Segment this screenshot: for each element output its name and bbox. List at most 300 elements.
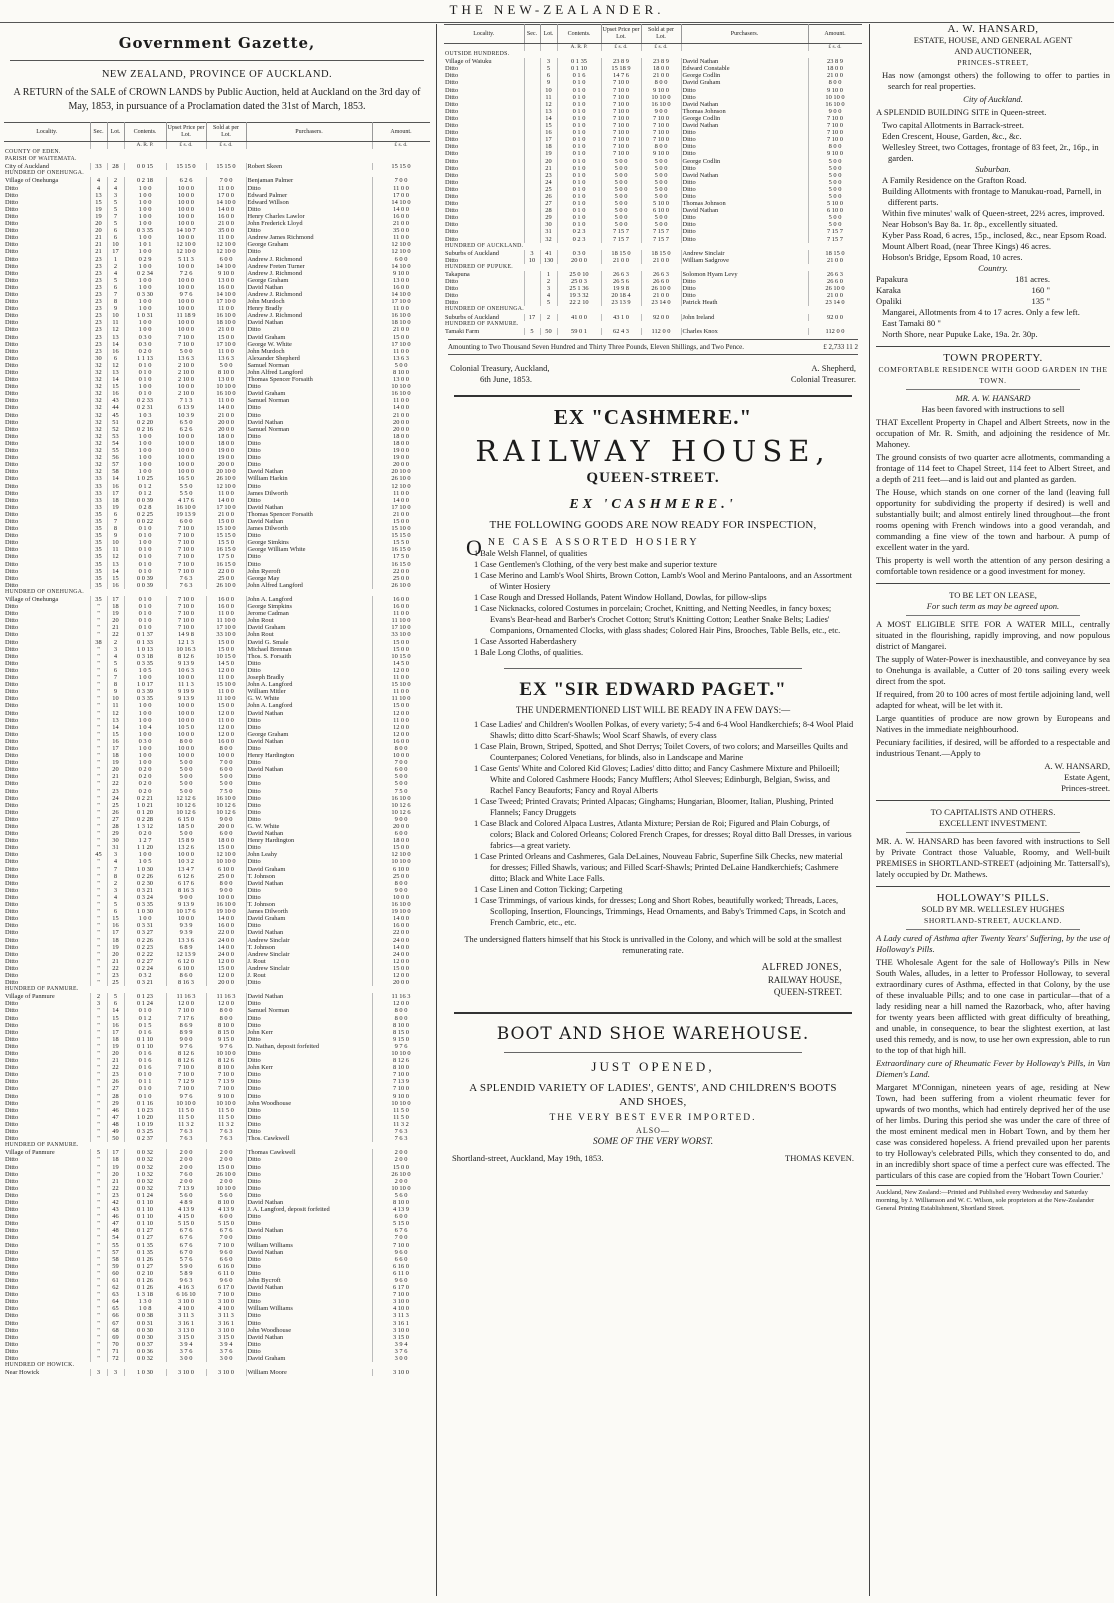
table-row bbox=[4, 1199, 430, 1206]
table-cell: Edward Constable bbox=[681, 65, 808, 72]
table-row bbox=[444, 115, 862, 122]
table-cell: 13 6 3 bbox=[206, 355, 246, 362]
table-cell: 16 10 0 bbox=[166, 504, 206, 511]
table-cell: 0 1 0 bbox=[124, 532, 166, 539]
table-cell: Ditto bbox=[246, 745, 372, 752]
table-row bbox=[4, 972, 430, 979]
table-cell: 21 bbox=[90, 234, 107, 241]
table-cell: 21 0 0 bbox=[808, 257, 862, 264]
table-cell: 0 1 26 bbox=[124, 1277, 166, 1284]
table-cell: Ditto bbox=[246, 844, 372, 851]
table-cell: 10 0 0 bbox=[166, 433, 206, 440]
table-cell: 5 9 0 bbox=[166, 1263, 206, 1270]
table-cell: 0 1 0 bbox=[124, 561, 166, 568]
table-cell: 16 0 0 bbox=[206, 213, 246, 220]
table-cell: 2 10 0 bbox=[166, 390, 206, 397]
table-cell: Benjaman Palmer bbox=[246, 177, 372, 184]
table-cell: Ditto bbox=[4, 1085, 90, 1092]
table-cell: 7 10 0 bbox=[601, 115, 641, 122]
table-cell: 2 bbox=[107, 177, 124, 184]
table-cell: " bbox=[90, 1171, 107, 1178]
table-cell: 14 5 0 bbox=[206, 660, 246, 667]
table-cell: 3 10 0 bbox=[206, 1298, 246, 1305]
table-cell: 10 15 0 bbox=[206, 653, 246, 660]
table-row bbox=[4, 185, 430, 192]
column-header: Locality. bbox=[4, 123, 90, 142]
table-cell: 10 0 0 bbox=[166, 717, 206, 724]
table-cell: 3 16 1 bbox=[372, 1320, 430, 1327]
table-cell: 0 3 21 bbox=[124, 887, 166, 894]
table-cell: Jerome Cadman bbox=[246, 610, 372, 617]
table-row bbox=[4, 702, 430, 709]
table-cell: Ditto bbox=[444, 87, 524, 94]
table-cell: 10 12 6 bbox=[166, 802, 206, 809]
table-cell: " bbox=[90, 788, 107, 795]
table-row bbox=[4, 802, 430, 809]
hansard-street: PRINCES-STREET, bbox=[957, 58, 1029, 67]
table-row bbox=[4, 1149, 430, 1156]
table-cell: 12 10 0 bbox=[372, 248, 430, 255]
table-cell: Ditto bbox=[444, 136, 524, 143]
table-cell: Andrew J. Richmond bbox=[246, 270, 372, 277]
table-cell: 11 0 0 bbox=[372, 397, 430, 404]
table-cell: 5 5 0 bbox=[166, 490, 206, 497]
table-row bbox=[444, 271, 862, 278]
table-cell: 7 6 3 bbox=[166, 582, 206, 589]
units-cell: A. R. P. bbox=[557, 44, 601, 52]
table-cell: 12 0 0 bbox=[372, 724, 430, 731]
table-cell: 68 bbox=[107, 1327, 124, 1334]
total-amount: £ 2,733 11 2 bbox=[823, 342, 858, 351]
table-cell: 1 0 0 bbox=[124, 199, 166, 206]
table-cell: 0 3 2 bbox=[124, 972, 166, 979]
table-cell: John A. Langford bbox=[246, 681, 372, 688]
also-label: ALSO— bbox=[636, 1125, 670, 1135]
units-row bbox=[444, 44, 862, 52]
table-cell: 112 0 0 bbox=[808, 328, 862, 335]
table-cell: John A. Langford bbox=[246, 702, 372, 709]
table-cell: 7 10 0 bbox=[601, 122, 641, 129]
table-cell: 21 0 0 bbox=[372, 326, 430, 333]
table-cell: 25 0 0 bbox=[206, 873, 246, 880]
table-cell: Ditto bbox=[4, 1185, 90, 1192]
units-cell bbox=[524, 44, 540, 52]
table-cell: 0 0 39 bbox=[124, 582, 166, 589]
table-cell: Ditto bbox=[681, 221, 808, 228]
table-cell: 5 7 6 bbox=[166, 1256, 206, 1263]
property-item: Near Hobson's Bay 8a. 1r. 8p., excellently situated. bbox=[882, 219, 1058, 229]
table-cell: Ditto bbox=[4, 1064, 90, 1071]
capitalists-heading: TO CAPITALISTS AND OTHERS. bbox=[930, 807, 1056, 817]
table-cell: 1 0 0 bbox=[124, 192, 166, 199]
table-cell: 15 5 0 bbox=[206, 539, 246, 546]
table-cell: " bbox=[90, 844, 107, 851]
table-cell: 65 bbox=[107, 1305, 124, 1312]
table-row bbox=[4, 220, 430, 227]
table-cell: 0 2 3 bbox=[557, 236, 601, 243]
table-cell: David Graham bbox=[681, 79, 808, 86]
table-cell: Ditto bbox=[4, 270, 90, 277]
table-cell: 26 10 0 bbox=[641, 285, 681, 292]
table-cell: 5 0 0 bbox=[601, 193, 641, 200]
table-cell: 11 0 0 bbox=[206, 610, 246, 617]
table-cell: Ditto bbox=[4, 653, 90, 660]
table-cell: 11 18 9 bbox=[166, 312, 206, 319]
table-row bbox=[4, 1107, 430, 1114]
table-cell: 1 0 0 bbox=[124, 234, 166, 241]
table-cell: " bbox=[90, 731, 107, 738]
table-cell: 0 2 30 bbox=[124, 880, 166, 887]
table-cell: 7 0 0 bbox=[372, 759, 430, 766]
table-row bbox=[4, 291, 430, 298]
table-cell: 16 bbox=[107, 582, 124, 589]
country-line bbox=[876, 285, 1110, 296]
table-cell: 10 6 3 bbox=[166, 667, 206, 674]
table-row bbox=[4, 695, 430, 702]
table-row bbox=[4, 199, 430, 206]
table-cell bbox=[524, 58, 540, 65]
table-cell: 0 0 37 bbox=[124, 1341, 166, 1348]
table-row bbox=[4, 1178, 430, 1185]
table-cell: John Ireland bbox=[681, 314, 808, 321]
table-cell: 21 0 0 bbox=[372, 220, 430, 227]
table-row bbox=[4, 426, 430, 433]
table-cell: 7 10 0 bbox=[166, 546, 206, 553]
table-cell: 7 10 0 bbox=[166, 568, 206, 575]
table-row bbox=[4, 312, 430, 319]
table-cell: 35 bbox=[90, 561, 107, 568]
table-cell: 9 10 0 bbox=[206, 270, 246, 277]
table-cell: 3 bbox=[90, 1369, 107, 1376]
table-row bbox=[4, 639, 430, 646]
table-cell: " bbox=[90, 802, 107, 809]
table-cell: 16 10 0 bbox=[372, 390, 430, 397]
table-cell: 28 bbox=[107, 1093, 124, 1100]
table-cell: 60 bbox=[107, 1270, 124, 1277]
table-cell bbox=[524, 278, 540, 285]
table-cell: 62 4 3 bbox=[601, 328, 641, 335]
apply-title: Estate Agent, bbox=[1064, 772, 1110, 782]
table-cell: 15 15 0 bbox=[206, 163, 246, 170]
table-cell: 3 9 4 bbox=[206, 1341, 246, 1348]
table-cell: 7 10 0 bbox=[601, 79, 641, 86]
table-cell: David Nathan bbox=[681, 58, 808, 65]
table-cell: 33 10 0 bbox=[206, 631, 246, 638]
table-cell: 7 10 0 bbox=[372, 1242, 430, 1249]
goods-item: 1 Case Trimmings, of various kinds, for dresses; Long and Short Robes, beautifully worked; Threads, Laces, Scolloping, Insertion, Flouncings, Trimmings, Head Ornaments, and Baby's Trimmed Caps, in Scotch and French Cambric, etc., etc. bbox=[474, 895, 846, 927]
table-cell: 14 bbox=[107, 724, 124, 731]
property-item: Kyber Pass Road, 6 acres, 15p., inclosed, &c., near Epsom Road. bbox=[882, 230, 1107, 240]
country-items bbox=[876, 274, 1110, 307]
table-row bbox=[4, 483, 430, 490]
table-cell: Ditto bbox=[246, 1220, 372, 1227]
table-cell: 0 3 18 bbox=[124, 653, 166, 660]
table-cell: Ditto bbox=[246, 433, 372, 440]
table-cell: Ditto bbox=[4, 525, 90, 532]
table-cell: " bbox=[90, 837, 107, 844]
table-cell: 18 15 0 bbox=[641, 250, 681, 257]
table-cell: 26 10 0 bbox=[372, 475, 430, 482]
table-cell: 33 bbox=[90, 475, 107, 482]
table-cell: Ditto bbox=[246, 561, 372, 568]
table-cell: 7 10 0 bbox=[166, 553, 206, 560]
table-cell: William Harkin bbox=[246, 475, 372, 482]
table-cell: 7 10 0 bbox=[166, 603, 206, 610]
table-cell: 5 6 0 bbox=[372, 1192, 430, 1199]
table-cell: Ditto bbox=[246, 1164, 372, 1171]
table-cell: 18 0 0 bbox=[372, 433, 430, 440]
table-cell: 6 bbox=[540, 72, 557, 79]
table-row bbox=[4, 412, 430, 419]
table-cell: 1 0 0 bbox=[124, 319, 166, 326]
table-cell: 1 0 30 bbox=[124, 866, 166, 873]
table-cell: 0 1 0 bbox=[557, 214, 601, 221]
table-row bbox=[4, 1171, 430, 1178]
table-cell: 0 1 0 bbox=[557, 115, 601, 122]
paget-subheading: THE UNDERMENTIONED LIST WILL BE READY IN A FEW DAYS:— bbox=[515, 704, 791, 715]
table-cell: 5 0 0 bbox=[601, 200, 641, 207]
table-cell: 11 0 0 bbox=[372, 717, 430, 724]
units-cell: A. R. P. bbox=[124, 142, 166, 150]
table-cell bbox=[524, 65, 540, 72]
table-cell bbox=[524, 236, 540, 243]
table-cell: 16 bbox=[107, 390, 124, 397]
table-cell: 3 0 0 bbox=[206, 1355, 246, 1362]
table-cell: Ditto bbox=[4, 1227, 90, 1234]
table-cell: 26 bbox=[107, 1078, 124, 1085]
table-row bbox=[4, 1256, 430, 1263]
table-cell: " bbox=[90, 1064, 107, 1071]
table-cell: 0 0 38 bbox=[124, 1312, 166, 1319]
table-cell: " bbox=[90, 695, 107, 702]
table-cell: 23 14 0 bbox=[808, 299, 862, 306]
table-cell: 35 bbox=[90, 539, 107, 546]
table-cell: 10 bbox=[524, 257, 540, 264]
table-row bbox=[4, 589, 430, 596]
table-cell: John Murdoch bbox=[246, 348, 372, 355]
section-heading: HUNDRED OF PUPUKE. bbox=[444, 264, 862, 271]
table-cell: 43 1 0 bbox=[601, 314, 641, 321]
table-row bbox=[4, 270, 430, 277]
table-cell: Ditto bbox=[4, 447, 90, 454]
table-cell: Ditto bbox=[4, 419, 90, 426]
table-cell: " bbox=[90, 1015, 107, 1022]
table-cell: 23 bbox=[107, 972, 124, 979]
table-cell: 1 0 4 bbox=[124, 724, 166, 731]
table-cell: 17 10 0 bbox=[372, 298, 430, 305]
table-cell: 9 7 6 bbox=[166, 1093, 206, 1100]
table-cell: 9 13 9 bbox=[166, 695, 206, 702]
table-row bbox=[4, 440, 430, 447]
table-cell: 3 13 0 bbox=[166, 1327, 206, 1334]
table-cell: 6 5 0 bbox=[166, 419, 206, 426]
table-cell: 11 16 3 bbox=[166, 993, 206, 1000]
table-cell: Thomas Spencer Forsaith bbox=[246, 511, 372, 518]
goods-item: 1 Case Gents' White and Colored Kid Gloves; Ladies' ditto ditto; and Fancy Cashmere Mixture and Philoeill; White and Colored Cashmere Hoods; Fancy Mufflers; Athol Sleeves; Edinburgh, Belgian, Swiss, and Rachel Fancy Beauforts; Fancy and Royal Alberts bbox=[474, 763, 840, 795]
table-cell: 22 0 0 bbox=[372, 929, 430, 936]
table-row bbox=[4, 1043, 430, 1050]
table-cell: 6 0 0 bbox=[206, 830, 246, 837]
table-cell: 17 bbox=[107, 1029, 124, 1036]
table-row bbox=[444, 193, 862, 200]
table-cell: 16 0 0 bbox=[372, 596, 430, 603]
table-cell: " bbox=[90, 1277, 107, 1284]
table-cell: 22 bbox=[107, 780, 124, 787]
table-cell: 3 10 0 bbox=[372, 1327, 430, 1334]
table-cell: 35 bbox=[90, 553, 107, 560]
table-cell: 5 0 0 bbox=[166, 348, 206, 355]
water-mill: A MOST ELIGIBLE SITE FOR A WATER MILL, centrally situated in the flourishing, rapidly improving, and now populous district of Mangarei. bbox=[876, 619, 1110, 651]
quantities-text: Large quantities of produce are now grown by Europeans and Natives in the immediate neighbourhood. bbox=[876, 713, 1110, 734]
table-row bbox=[4, 263, 430, 270]
table-row bbox=[4, 922, 430, 929]
table-cell: Ditto bbox=[4, 1334, 90, 1341]
table-cell: George Simpkins bbox=[246, 603, 372, 610]
table-cell: 12 0 0 bbox=[206, 731, 246, 738]
table-cell: 0 1 0 bbox=[557, 150, 601, 157]
table-cell: " bbox=[90, 1192, 107, 1199]
table-cell: 10 0 0 bbox=[166, 192, 206, 199]
table-row bbox=[444, 129, 862, 136]
table-cell: 0 2 0 bbox=[124, 773, 166, 780]
house-text: The House, which stands on one corner of the land (leaving full opportunity for subdividing the property if desired) is well and substantially built; and almost entirely lined throughout—the front rooms opening with French windows into a good verandah, and commanding a fine view of the town and harbour. A pump of excellent water in the yard. bbox=[876, 487, 1110, 552]
table-cell: 0 1 37 bbox=[124, 631, 166, 638]
table-cell: 5 0 0 bbox=[601, 158, 641, 165]
table-cell: Ditto bbox=[444, 65, 524, 72]
hansard-title-2: AND AUCTIONEER, bbox=[954, 46, 1032, 56]
table-cell: " bbox=[90, 880, 107, 887]
table-row bbox=[4, 1007, 430, 1014]
table-cell: 0 1 10 bbox=[124, 1206, 166, 1213]
table-cell: 63 bbox=[107, 1291, 124, 1298]
table-cell: 12 10 0 bbox=[206, 483, 246, 490]
table-cell: 9 10 0 bbox=[808, 150, 862, 157]
table-cell: 16 bbox=[107, 738, 124, 745]
table-cell: 57 bbox=[107, 461, 124, 468]
table-cell: 8 10 0 bbox=[372, 369, 430, 376]
table-cell: 16 15 0 bbox=[206, 546, 246, 553]
table-cell: 26 5 6 bbox=[601, 278, 641, 285]
table-row bbox=[444, 228, 862, 235]
table-cell: 4 bbox=[540, 292, 557, 299]
table-cell: " bbox=[90, 972, 107, 979]
table-cell bbox=[524, 172, 540, 179]
table-cell: Ditto bbox=[246, 724, 372, 731]
table-cell: 35 bbox=[90, 532, 107, 539]
table-cell: 23 bbox=[90, 298, 107, 305]
table-cell: Patrick Heath bbox=[681, 299, 808, 306]
table-cell: 18 15 0 bbox=[601, 250, 641, 257]
table-cell: 9 3 9 bbox=[166, 929, 206, 936]
table-cell: Ditto bbox=[4, 1078, 90, 1085]
table-cell: 5 6 0 bbox=[166, 1192, 206, 1199]
table-cell: 1 0 0 bbox=[124, 263, 166, 270]
table-cell: Ditto bbox=[4, 1206, 90, 1213]
table-cell: 16 15 0 bbox=[372, 561, 430, 568]
table-cell: 66 bbox=[107, 1312, 124, 1319]
table-cell: 18 bbox=[107, 1156, 124, 1163]
table-cell: 0 2 37 bbox=[124, 1135, 166, 1142]
table-row bbox=[444, 136, 862, 143]
table-cell: 8 9 9 bbox=[166, 1029, 206, 1036]
table-cell: 1 0 0 bbox=[124, 851, 166, 858]
table-row bbox=[4, 447, 430, 454]
table-cell: 6 10 0 bbox=[166, 965, 206, 972]
table-cell: " bbox=[90, 887, 107, 894]
table-cell: " bbox=[90, 1036, 107, 1043]
table-cell: 7 10 0 bbox=[601, 143, 641, 150]
table-cell: 5 bbox=[107, 206, 124, 213]
table-cell: 14 bbox=[107, 376, 124, 383]
table-cell: Ditto bbox=[681, 214, 808, 221]
table-cell: 1 0 30 bbox=[124, 1369, 166, 1376]
goods-item: 1 Bale Welsh Flannel, of qualities bbox=[474, 548, 588, 558]
table-cell: 21 0 0 bbox=[372, 412, 430, 419]
table-cell: 3 7 6 bbox=[206, 1348, 246, 1355]
table-cell: 0 1 10 bbox=[124, 1043, 166, 1050]
table-cell: 19 0 0 bbox=[206, 447, 246, 454]
table-cell: 17 10 0 bbox=[206, 624, 246, 631]
table-cell: Ditto bbox=[4, 220, 90, 227]
table-cell: 8 12 6 bbox=[372, 1057, 430, 1064]
table-cell: David Nathan bbox=[246, 1284, 372, 1291]
table-cell: 1 0 0 bbox=[124, 248, 166, 255]
table-cell: T. Johnson bbox=[246, 873, 372, 880]
table-cell: 8 0 0 bbox=[372, 1015, 430, 1022]
table-cell: 3 16 1 bbox=[206, 1320, 246, 1327]
table-row bbox=[4, 1164, 430, 1171]
table-row bbox=[444, 207, 862, 214]
table-cell: 0 2 26 bbox=[124, 937, 166, 944]
table-cell: Ditto bbox=[4, 206, 90, 213]
divider bbox=[10, 60, 424, 61]
table-cell: 8 0 0 bbox=[206, 1007, 246, 1014]
table-cell: 20 bbox=[107, 1171, 124, 1178]
table-cell: 2 0 0 bbox=[166, 1164, 206, 1171]
table-cell: 6 2 6 bbox=[166, 177, 206, 184]
table-cell: Ditto bbox=[246, 1093, 372, 1100]
table-cell: " bbox=[90, 745, 107, 752]
table-cell: 32 bbox=[90, 390, 107, 397]
table-cell: 15 bbox=[107, 731, 124, 738]
table-row bbox=[4, 1121, 430, 1128]
table-cell: 10 10 0 bbox=[206, 858, 246, 865]
table-cell: " bbox=[90, 667, 107, 674]
table-row bbox=[444, 250, 862, 257]
table-cell: 23 bbox=[90, 284, 107, 291]
table-row bbox=[4, 1298, 430, 1305]
table-row bbox=[444, 87, 862, 94]
table-cell: 9 10 0 bbox=[808, 87, 862, 94]
table-cell: " bbox=[90, 1270, 107, 1277]
table-cell: G. W. White bbox=[246, 823, 372, 830]
table-cell: 10 0 0 bbox=[166, 745, 206, 752]
column-header: Sec. bbox=[90, 123, 107, 142]
table-cell: 8 0 0 bbox=[808, 143, 862, 150]
table-cell: 5 bbox=[107, 277, 124, 284]
table-cell: David Nathan bbox=[246, 504, 372, 511]
table-cell: 7 6 3 bbox=[372, 1128, 430, 1135]
table-cell: 10 0 0 bbox=[166, 468, 206, 475]
table-cell: " bbox=[90, 1185, 107, 1192]
table-cell: Ditto bbox=[4, 617, 90, 624]
table-cell: Henry Hardington bbox=[246, 837, 372, 844]
table-cell: 57 bbox=[107, 1249, 124, 1256]
table-cell: Ditto bbox=[4, 1320, 90, 1327]
table-cell: 6 10 0 bbox=[641, 207, 681, 214]
table-cell: 5 15 0 bbox=[372, 1220, 430, 1227]
table-cell: Ditto bbox=[4, 1050, 90, 1057]
